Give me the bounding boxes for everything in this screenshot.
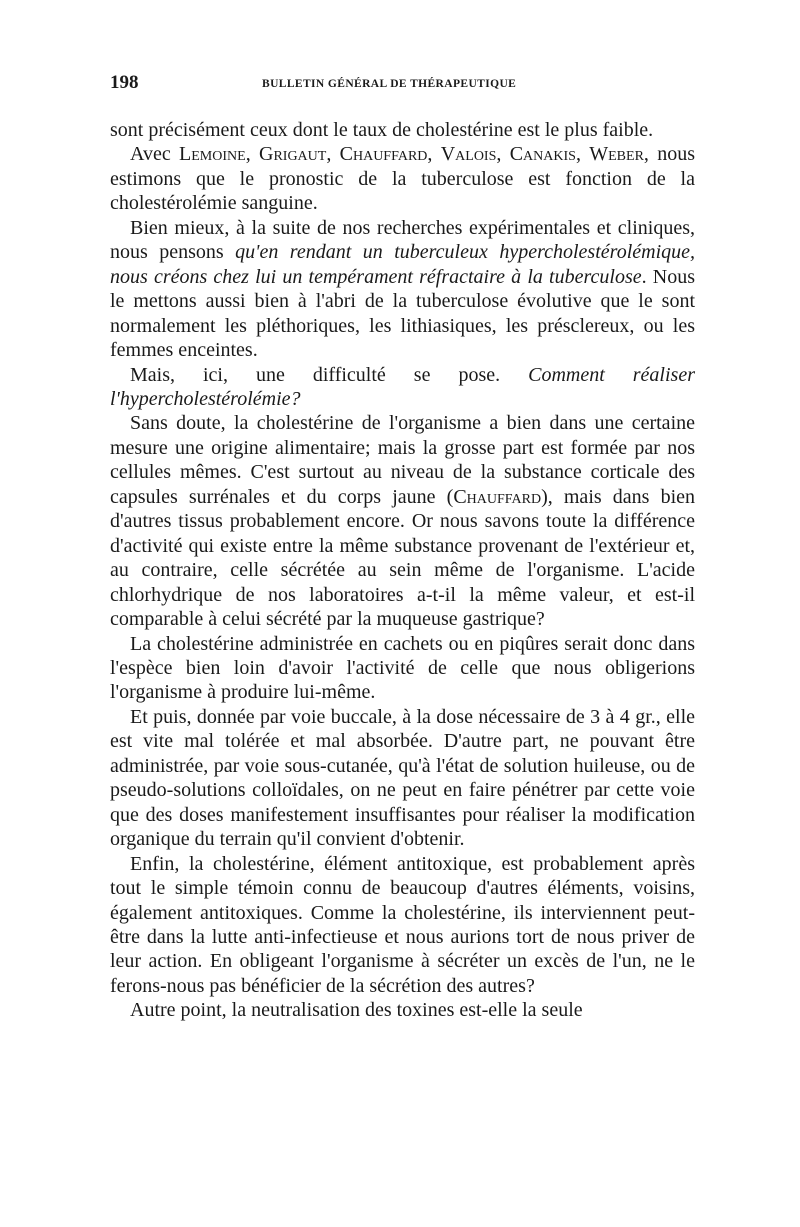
paragraph-2 <box>110 142 695 215</box>
italic-emphasis: qu'en rendant un tuberculeux hypercholestérolémique, nous créons chez lui un tempérament réfractaire à la tuberculose <box>110 241 696 288</box>
text-run: La cholestérine administrée en cachets ou en piqûres serait donc dans l'espèce bien loin d'avoir l'activité de celle que nous obligerions l'organisme à produire lui-même. <box>110 632 695 704</box>
text-run: , <box>427 143 441 166</box>
paragraph-7 <box>110 705 695 852</box>
author-name: Valois <box>440 143 497 166</box>
text-run: , <box>575 143 590 166</box>
paragraph-1 <box>110 118 695 142</box>
page-number: 198 <box>110 72 139 93</box>
running-title: BULLETIN GÉNÉRAL DE THÉRAPEUTIQUE <box>262 78 517 90</box>
paragraph-8 <box>110 852 695 999</box>
text-run: , nous estimons que le pronostic de la tuberculose est fonction de la cholestérolémie sanguine. <box>110 143 695 215</box>
paragraph-3 <box>110 216 695 363</box>
page-header <box>110 70 695 96</box>
text-run: . Nous le mettons aussi bien à l'abri de la tuberculose évolutive que le sont normalement les pléthoriques, les lithiasiques, les présclereux, ou les femmes enceintes. <box>110 265 695 362</box>
text-run: ), mais dans bien d'autres tissus probablement encore. Or nous savons toute la différence d'activité qui existe entre la même substance provenant de l'extérieur et, au contraire, celle sécrétée au sein même de l'organisme. L'acide chlorhydrique de nos laboratoires a-t-il la même valeur, et est-il comparable à celui sécrété par la muqueuse gastrique? <box>110 485 696 631</box>
author-name: Weber <box>589 143 644 166</box>
paragraph-6 <box>110 632 695 705</box>
author-name: Chauffard <box>339 143 428 166</box>
paragraph-4 <box>110 363 695 412</box>
author-name: Canakis <box>509 143 576 166</box>
paragraph-5 <box>110 411 695 631</box>
text-run: Sans doute, la cholestérine de l'organisme a bien dans une certaine mesure une origine alimentaire; mais la grosse part est formée par nos cellules mêmes. C'est surtout au niveau de la substance corticale des capsules surrénales et du corps jaune ( <box>110 412 695 508</box>
text-run: Mais, ici, une difficulté se pose. <box>130 363 529 386</box>
text-run: Bien mieux, à la suite de nos recherches expérimentales et cliniques, nous pensons <box>110 216 695 264</box>
text-run: , <box>245 143 259 166</box>
text-run: , <box>326 143 340 166</box>
author-name: Grigaut <box>259 143 327 166</box>
text-run: Avec <box>130 143 180 166</box>
text-run: Et puis, donnée par voie buccale, à la dose nécessaire de 3 à 4 gr., elle est vite mal tolérée et mal absorbée. D'autre part, ne pouvant être administrée, par voie sous-cutanée, qu'à l'état de solution huileuse, ou de pseudo-solutions colloïdales, on ne peut en faire pénétrer par cette voie que des doses manifestement insuffisantes pour réaliser la modification organique du terrain qu'il convient d'obtenir. <box>110 705 695 851</box>
text-run: Autre point, la neutralisation des toxines est-elle la seule <box>130 999 583 1022</box>
author-name: Chauffard <box>453 485 542 508</box>
body-text <box>110 118 695 1023</box>
text-run: Enfin, la cholestérine, élément antitoxique, est probablement après tout le simple témoin connu de beaucoup d'autres éléments, voisins, également antitoxiques. Comme la cholestérine, ils interviennent peut-être dans la lutte anti-infectieuse et nous aurions tort de nous priver de leur action. En obligeant l'organisme à sécréter un excès de l'un, ne le ferons-nous pas bénéficier de la sécrétion des autres? <box>110 852 695 997</box>
italic-emphasis: Comment réaliser l'hypercholestérolémie? <box>110 363 695 410</box>
paragraph-9 <box>110 998 695 1022</box>
text-run: sont précisément ceux dont le taux de cholestérine est le plus faible. <box>110 119 654 141</box>
text-run: , <box>496 143 510 166</box>
author-name: Lemoine <box>179 143 246 166</box>
